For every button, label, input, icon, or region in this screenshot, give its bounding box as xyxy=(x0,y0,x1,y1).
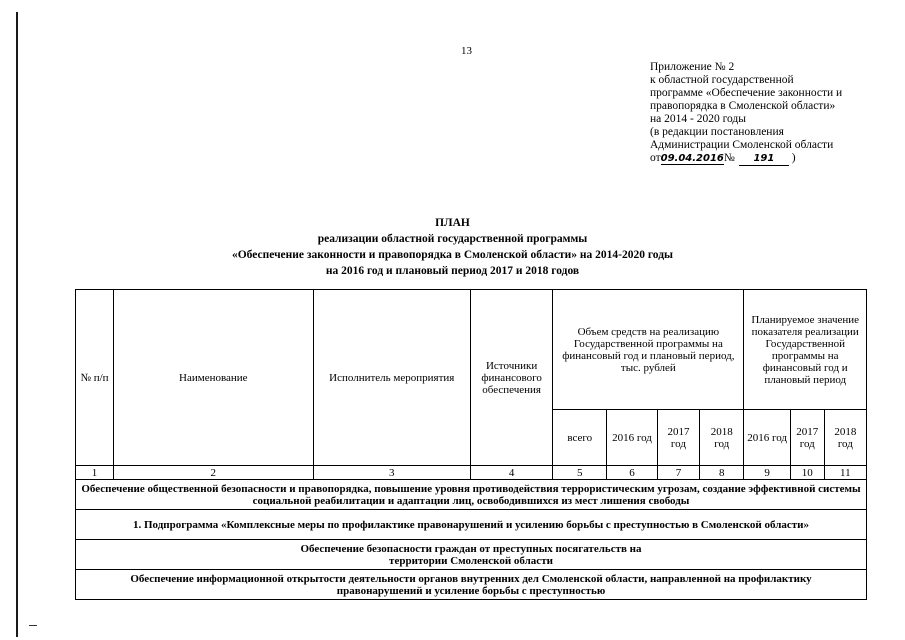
col-number: 6 xyxy=(607,466,658,480)
appendix-line: программе «Обеспечение законности и xyxy=(650,87,843,99)
col-number: 1 xyxy=(76,466,114,480)
header-fund-2016: 2016 год xyxy=(607,410,658,466)
plan-subtitle: реализации областной государственной программы xyxy=(317,233,588,245)
scan-mark xyxy=(29,625,37,626)
table-section-row xyxy=(76,510,867,540)
col-number: 7 xyxy=(657,466,699,480)
col-number: 8 xyxy=(700,466,744,480)
section-subprogram: 1. Подпрограмма «Комплексные меры по профилактике правонарушений и усилению борьбы с преступностью в Смоленской области» xyxy=(76,510,867,540)
appendix-date-line xyxy=(650,152,895,166)
table-section-row xyxy=(76,570,867,600)
section-goal: Обеспечение общественной безопасности и правопорядка, повышение уровня противодействия террористическим угрозам, создание эффективной системы социальной реабилитации и адаптации лиц, освободившихся из мест лишения свободы xyxy=(76,480,867,510)
closing-paren: ) xyxy=(791,152,796,164)
col-number: 5 xyxy=(553,466,607,480)
scan-edge-line xyxy=(16,12,18,637)
plan-subtitle: на 2016 год и плановый период 2017 и 2018 годов xyxy=(325,265,580,277)
header-num: № п/п xyxy=(76,290,114,466)
col-number: 10 xyxy=(790,466,824,480)
header-ind-2017: 2017 год xyxy=(790,410,824,466)
col-number: 4 xyxy=(470,466,552,480)
header-executor: Исполнитель мероприятия xyxy=(313,290,470,466)
plan-table xyxy=(75,289,867,600)
table-section-row xyxy=(76,480,867,510)
header-total: всего xyxy=(553,410,607,466)
appendix-line: (в редакции постановления xyxy=(650,126,784,138)
header-fund-2017: 2017 год xyxy=(657,410,699,466)
table-section-row xyxy=(76,540,867,570)
number-prefix: № xyxy=(723,152,735,164)
handwritten-date: 09.04.2016 xyxy=(660,153,724,164)
handwritten-number: 191 xyxy=(739,152,789,166)
header-indicator: Планируемое значение показателя реализации Государственной программы на финансовый год и плановый период xyxy=(744,290,867,410)
date-prefix: от xyxy=(650,152,661,164)
appendix-line: на 2014 - 2020 годы xyxy=(650,113,747,125)
section-task: Обеспечение безопасности граждан от преступных посягательств на территории Смоленской области xyxy=(76,540,867,570)
plan-subtitle: «Обеспечение законности и правопорядка в Смоленской области» на 2014-2020 годы xyxy=(231,249,673,261)
appendix-block xyxy=(650,61,895,166)
table-header-row xyxy=(76,290,867,410)
column-number-row xyxy=(76,466,867,480)
page-number: 13 xyxy=(461,45,472,57)
header-name: Наименование xyxy=(114,290,314,466)
col-number: 11 xyxy=(824,466,866,480)
col-number: 2 xyxy=(114,466,314,480)
header-funding: Объем средств на реализацию Государственной программы на финансовый год и плановый период, тыс. рублей xyxy=(553,290,744,410)
header-sources: Источники финансового обеспечения xyxy=(470,290,552,466)
appendix-line: Администрации Смоленской области xyxy=(650,139,834,151)
col-number: 9 xyxy=(744,466,790,480)
appendix-line: правопорядка в Смоленской области» xyxy=(650,100,836,112)
plan-title: ПЛАН xyxy=(435,217,470,229)
appendix-line: Приложение № 2 xyxy=(650,61,735,73)
header-fund-2018: 2018 год xyxy=(700,410,744,466)
col-number: 3 xyxy=(313,466,470,480)
appendix-line: к областной государственной xyxy=(650,74,794,86)
section-task: Обеспечение информационной открытости деятельности органов внутренних дел Смоленской области, направленной на профилактику правонарушений и усиление борьбы с преступностью xyxy=(76,570,867,600)
header-ind-2016: 2016 год xyxy=(744,410,790,466)
header-ind-2018: 2018 год xyxy=(824,410,866,466)
